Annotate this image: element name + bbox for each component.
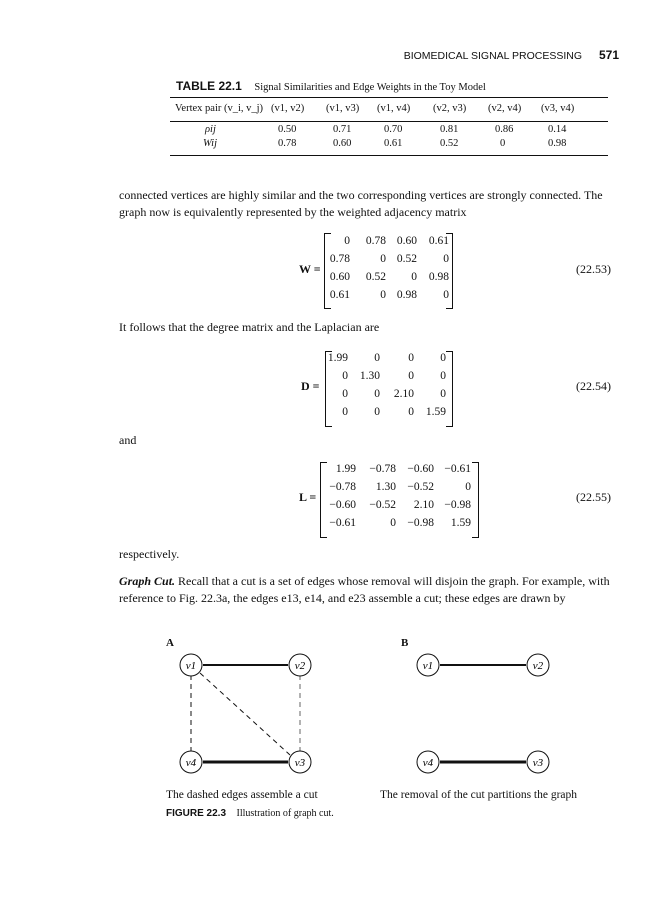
panel-a-caption: The dashed edges assemble a cut (166, 789, 318, 801)
matrix-cell: 0 (408, 406, 414, 418)
vertex-v2 (289, 654, 311, 676)
matrix-cell: 0.52 (396, 253, 417, 265)
panel-a-label: A (166, 637, 174, 649)
table-header-cell: (v1, v3) (326, 103, 360, 114)
running-header (404, 48, 619, 62)
table-header-cell: (v1, v4) (377, 103, 411, 114)
matrix-cell: 0.60 (396, 235, 417, 247)
matrix-cell: 0 (411, 271, 417, 283)
figure-title: Illustration of graph cut. (236, 808, 334, 819)
table-cell: 0 (500, 138, 506, 149)
vertex-label: v3 (532, 757, 544, 769)
table-header-cell: (v1, v2) (271, 103, 305, 114)
matrix-cell: 1.59 (450, 517, 471, 529)
matrix-cell: 0 (443, 253, 449, 265)
running-title: BIOMEDICAL SIGNAL PROCESSING (403, 50, 583, 62)
matrix-cell: 0.61 (428, 235, 449, 247)
matrix-cell: 0 (374, 388, 380, 400)
table-cell: 0.50 (278, 124, 297, 135)
vertex-v3-b (527, 751, 549, 773)
matrix-cell: 0 (443, 289, 449, 301)
panel-b-caption: The removal of the cut partitions the graph (380, 789, 578, 801)
figure-label: FIGURE 22.3 (166, 808, 227, 819)
paragraph: respectively. (119, 547, 180, 561)
matrix-cell: 0.98 (396, 289, 417, 301)
vertex-label: v4 (422, 757, 434, 769)
matrix-cell: 0.52 (365, 271, 386, 283)
vertex-v4-b (417, 751, 439, 773)
table-caption-text: Signal Similarities and Edge Weights in the Toy Model (254, 82, 486, 93)
matrix-l-label: L = (299, 490, 317, 504)
edge-13-cut (200, 673, 290, 755)
vertex-v2-b (527, 654, 549, 676)
vertex-label: v1 (422, 660, 434, 672)
matrix-cell: 0.61 (329, 289, 350, 301)
matrix-cell: −0.60 (407, 463, 434, 475)
paragraph: connected vertices are highly similar and the two corresponding vertices are strongly connected. The graph now is equivalently represented by the weighted adjacency matrix (119, 188, 603, 219)
matrix-cell: 0 (465, 481, 471, 493)
table-bottom-rule (170, 155, 608, 156)
matrix-cell: 2.10 (413, 499, 434, 511)
table-cell: 0.61 (384, 138, 403, 149)
matrix-cell: 1.59 (425, 406, 446, 418)
matrix-cell: −0.78 (369, 463, 396, 475)
table-cell: 0.71 (333, 124, 352, 135)
paragraph-run-in-title: Graph Cut. (119, 574, 176, 588)
matrix-cell: 1.99 (327, 352, 348, 364)
paragraph-graph-cut (119, 573, 623, 606)
panel-b-label: B (401, 637, 409, 649)
matrix-cell: 0 (342, 406, 348, 418)
matrix-cell: 0 (342, 370, 348, 382)
matrix-cell: 1.30 (375, 481, 396, 493)
matrix-cell: −0.61 (444, 463, 471, 475)
matrix-cell: −0.52 (407, 481, 434, 493)
matrix-l-right-bracket (472, 462, 479, 538)
paragraph: It follows that the degree matrix and the Laplacian are (119, 320, 380, 334)
equation-number: (22.55) (576, 490, 611, 504)
table-header-cell: (v2, v3) (433, 103, 467, 114)
matrix-cell: −0.52 (369, 499, 396, 511)
table-label: TABLE 22.1 (176, 79, 242, 93)
table-header-rule (170, 121, 608, 122)
matrix-cell: −0.61 (329, 517, 356, 529)
vertex-label: v3 (294, 757, 306, 769)
matrix-cell: 0 (440, 370, 446, 382)
matrix-w-label: W = (299, 262, 321, 276)
matrix-d-right-bracket (446, 351, 453, 427)
matrix-cell: 0 (374, 352, 380, 364)
table-caption (176, 79, 486, 93)
table-cell: 0.52 (440, 138, 459, 149)
matrix-cell: −0.78 (329, 481, 356, 493)
vertex-v4 (180, 751, 202, 773)
matrix-cell: −0.98 (407, 517, 434, 529)
figure-caption (166, 808, 334, 819)
matrix-cell: 0 (408, 370, 414, 382)
matrix-cell: 0 (374, 406, 380, 418)
row-label-rho: ρij (205, 124, 216, 135)
table-cell: 0.70 (384, 124, 403, 135)
table-header-cell: Vertex pair (v_i, v_j) (175, 103, 264, 114)
table-cell: 0.86 (495, 124, 514, 135)
matrix-cell: 0 (344, 235, 350, 247)
paragraph: and (119, 433, 137, 447)
matrix-cell: 0 (408, 352, 414, 364)
equation-number: (22.53) (576, 262, 611, 276)
matrix-cell: 0.60 (329, 271, 350, 283)
matrix-cell: 0.78 (329, 253, 350, 265)
matrix-cell: 0 (380, 289, 386, 301)
paragraph-body: Recall that a cut is a set of edges whose removal will disjoin the graph. For example, with reference to Fig. 22.3a, the edges e13, e14, and e23 assemble a cut; these edges are drawn by (119, 574, 610, 605)
vertex-label: v4 (185, 757, 197, 769)
matrix-cell: −0.60 (329, 499, 356, 511)
table-cell: 0.14 (548, 124, 567, 135)
vertex-label: v1 (185, 660, 197, 672)
table-cell: 0.78 (278, 138, 297, 149)
matrix-cell: 0 (342, 388, 348, 400)
equation-number: (22.54) (576, 379, 611, 393)
table-header-cell: (v2, v4) (488, 103, 522, 114)
graph-figure (160, 645, 620, 780)
vertex-label: v2 (294, 660, 306, 672)
vertex-v1 (180, 654, 202, 676)
vertex-v1-b (417, 654, 439, 676)
matrix-cell: 0 (380, 253, 386, 265)
matrix-cell: 0 (440, 388, 446, 400)
table-top-rule (170, 97, 608, 98)
table-cell: 0.60 (333, 138, 352, 149)
matrix-cell: −0.98 (444, 499, 471, 511)
matrix-cell: 0 (440, 352, 446, 364)
row-label-w: Wij (203, 138, 218, 149)
vertex-v3 (289, 751, 311, 773)
table-cell: 0.81 (440, 124, 459, 135)
matrix-cell: 2.10 (393, 388, 414, 400)
table-header-cell: (v3, v4) (541, 103, 575, 114)
matrix-cell: 1.30 (359, 370, 380, 382)
matrix-cell: 1.99 (335, 463, 356, 475)
page-number: 571 (598, 48, 619, 62)
matrix-cell: 0.98 (428, 271, 449, 283)
table-cell: 0.98 (548, 138, 567, 149)
matrix-d-label: D = (301, 379, 320, 393)
matrix-cell: 0.78 (365, 235, 386, 247)
vertex-label: v2 (532, 660, 544, 672)
matrix-cell: 0 (390, 517, 396, 529)
